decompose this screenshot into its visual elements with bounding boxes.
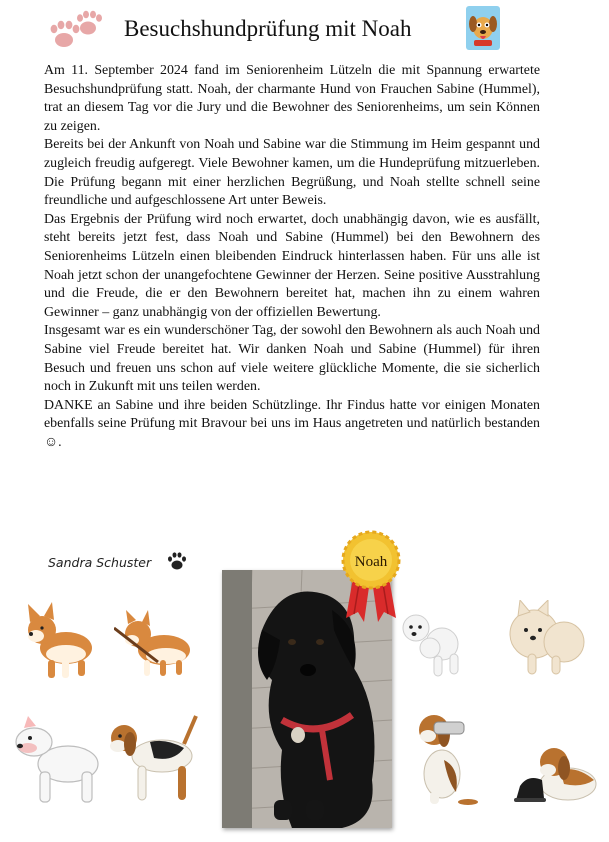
- beagle-puppy-illustration: [404, 708, 490, 808]
- black-paw-icon: [166, 550, 188, 572]
- pink-paws-icon: [40, 10, 110, 54]
- cartoon-dog-icon: [466, 6, 500, 50]
- article-paragraph: Am 11. September 2024 fand im Seniorenheim Lützeln die mit Spannung erwartete Besuchshundprüfung statt. Noah, der charmante Hund von Frauchen Sabine (Hummel), trat an diesem Tag vor die Jury und die Bewohner des Seniorenheims, um sein Können zu zeigen.: [44, 63, 540, 134]
- corgi-stick-illustration: [114, 610, 198, 680]
- noah-medal: [336, 528, 406, 622]
- page-title: Besuchshundprüfung mit Noah: [124, 16, 412, 41]
- medal-label: Noah: [354, 554, 388, 570]
- beagle-shoe-illustration: [498, 740, 600, 808]
- spitz-illustration: [504, 600, 588, 678]
- corgi-illustration: [22, 602, 100, 682]
- article-paragraph: Das Ergebnis der Prüfung wird noch erwartet, doch unabhängig davon, wie es ausfällt, steht bereits jetzt fest, dass Noah und Sabine (Hummel) bei den Bewohnern des Seniorenheims Lützeln einen bleibenden Eindruck hinterlassen haben. Für uns alle ist Noah jetzt schon der unangefochtene Gewinner der Herzen. Seine positive Ausstrahlung und die Freude, die er den Bewohnern bereitet hat, machen ihn zu einem wahren Gewinner – ganz unabhängig von der offiziellen Bewertung.: [44, 211, 540, 320]
- bull-terrier-illustration: [10, 712, 108, 808]
- article-paragraph: Bereits bei der Ankunft von Noah und Sabine war die Stimmung im Heim gespannt und zugleich freudig aufgeregt. Viele Bewohner kamen, um die Hundeprüfung mitzuerleben. Die Prüfung begann mit einer herzlichen Begrüßung, und Noah stellte schnell seine freundliche und aufgeschlossene Art unter Beweis.: [44, 137, 540, 209]
- beagle-illustration: [104, 712, 202, 808]
- article-paragraph: DANKE an Sabine und ihre beiden Schützlinge. Ihr Findus hatte vor einigen Monaten ebenfalls seine Prüfung mit Bravour bei uns im Haus angetreten und natürlich bestanden ☺.: [44, 397, 540, 450]
- bichon-illustration: [398, 608, 468, 680]
- article-paragraph: Insgesamt war es ein wunderschöner Tag, der sowohl den Bewohnern als auch Noah und Sabine viel Freude bereitet hat. Wir danken Noah und Sabine (Hummel) für ihren Besuch und freuen uns schon auf viele weitere glückliche Momente, die sie sicherlich noch in Zukunft mit uns teilen werden.: [44, 323, 540, 395]
- signature: Sandra Schuster: [48, 555, 152, 570]
- article-body: [44, 62, 540, 452]
